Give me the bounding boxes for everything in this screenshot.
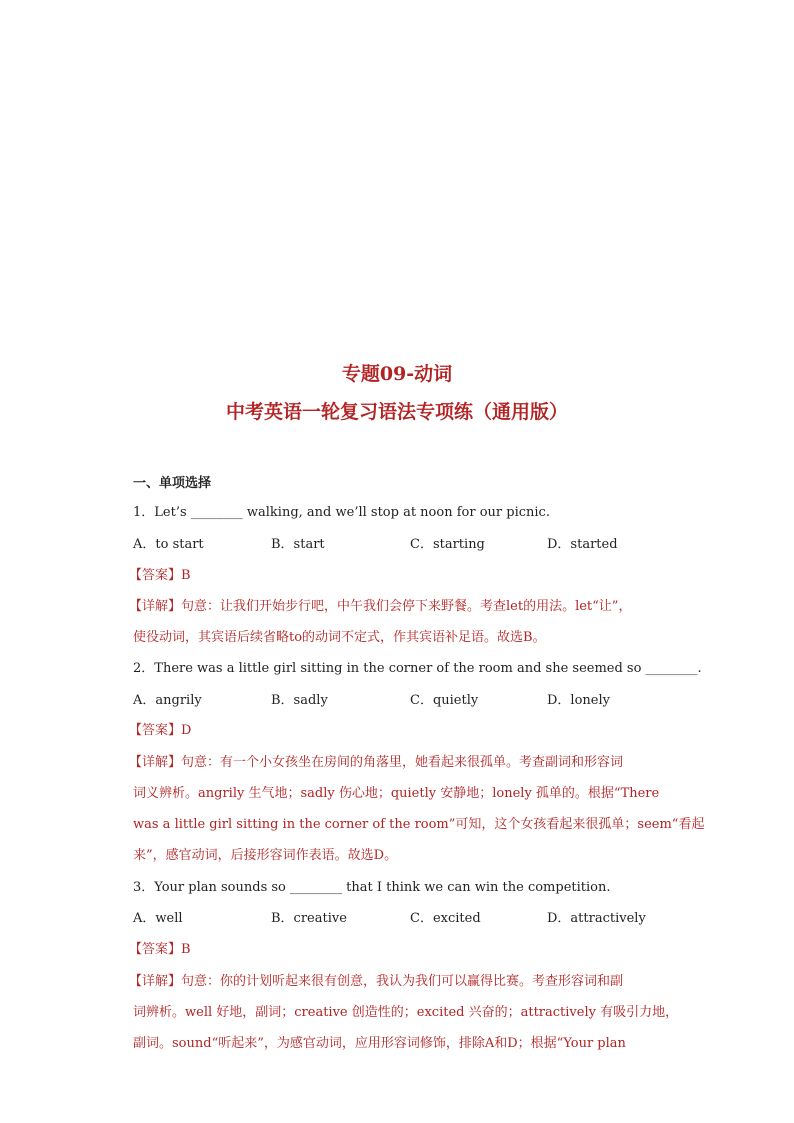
answer-label: 【答案】B <box>129 568 191 583</box>
detail-line: 使役动词，其宾语后续省略to的动词不定式，作其宾语补足语。故选B。 <box>133 630 546 645</box>
question-stem: 3．Your plan sounds so ________ that I think we can win the competition. <box>133 880 611 895</box>
option-b: B．start <box>271 537 325 552</box>
option-a: A．to start <box>133 537 204 552</box>
page-subtitle: 中考英语一轮复习语法专项练（通用版） <box>225 401 568 423</box>
question-stem: 1．Let’s ________ walking, and we’ll stop at noon for our picnic. <box>133 505 550 520</box>
detail-line: 词义辨析。angrily 生气地；sadly 伤心地；quietly 安静地；lonely 孤单的。根据“There <box>133 786 660 801</box>
detail-line: 词辨析。well 好地，副词；creative 创造性的；excited 兴奋的；attractively 有吸引力地， <box>133 1005 679 1020</box>
option-d: D．started <box>547 537 618 552</box>
option-b: B．sadly <box>271 693 328 708</box>
option-b: B．creative <box>271 911 347 926</box>
page-title: 专题09-动词 <box>341 363 453 385</box>
detail-line: 【详解】句意：你的计划听起来很有创意，我认为我们可以赢得比赛。考查形容词和副 <box>129 974 624 989</box>
option-c: C．quietly <box>410 693 479 708</box>
answer-label: 【答案】D <box>129 723 192 738</box>
answer-label: 【答案】B <box>129 942 191 957</box>
section-heading: 一、单项选择 <box>133 476 212 491</box>
detail-line: 【详解】句意：有一个小女孩坐在房间的角落里，她看起来很孤单。考查副词和形容词 <box>129 755 624 770</box>
option-c: C．excited <box>410 911 481 926</box>
detail-line: 副词。sound“听起来”，为感官动词，应用形容词修饰，排除A和D；根据“Your plan <box>133 1036 626 1051</box>
option-d: D．attractively <box>547 911 646 926</box>
detail-line: 【详解】句意：让我们开始步行吧，中午我们会停下来野餐。考查let的用法。let“让”， <box>129 599 632 614</box>
detail-line: was a little girl sitting in the corner of the room”可知，这个女孩看起来很孤单；seem“看起 <box>133 817 705 832</box>
option-a: A．well <box>133 911 183 926</box>
option-c: C．starting <box>410 537 485 552</box>
option-d: D．lonely <box>547 693 610 708</box>
question-stem: 2．There was a little girl sitting in the corner of the room and she seemed so ________. <box>133 661 702 676</box>
option-a: A．angrily <box>133 693 202 708</box>
detail-line: 来”，感官动词，后接形容词作表语。故选D。 <box>133 848 398 863</box>
